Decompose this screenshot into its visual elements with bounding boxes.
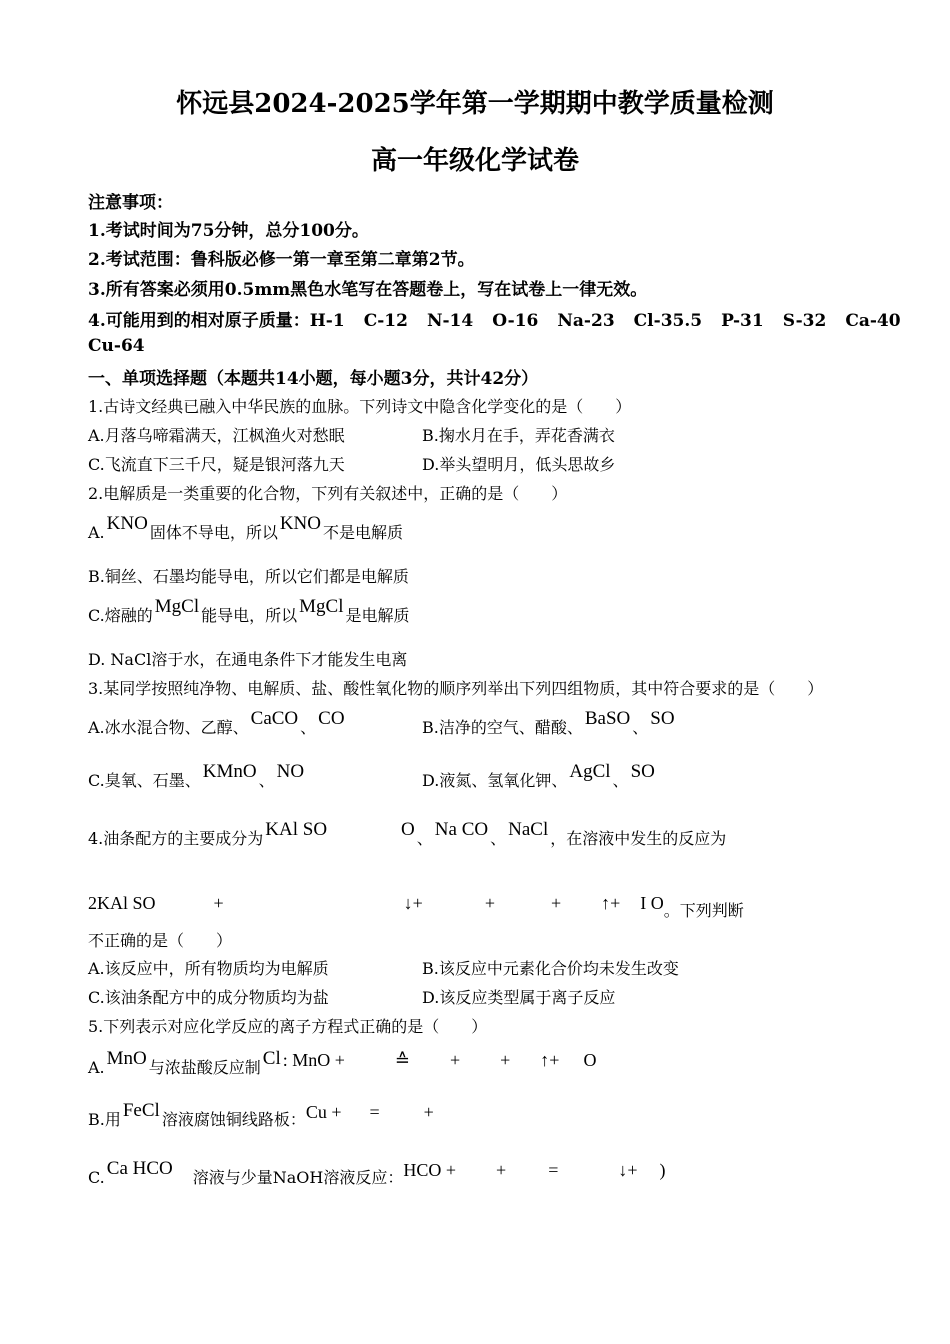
- atomic-mass-item: Ca-40: [845, 311, 901, 331]
- formula: KMnO: [202, 761, 257, 782]
- exam-subtitle: 高一年级化学试卷: [370, 146, 579, 176]
- q5-option-a: [88, 1048, 597, 1079]
- q2-c-text-end: 是电解质: [345, 606, 410, 625]
- formula: MgCl: [299, 596, 344, 617]
- formula: KNO: [106, 513, 148, 534]
- formula: Cu +: [305, 1102, 342, 1122]
- operator: ↑+: [540, 1050, 560, 1070]
- q3-d-text: D.液氮、氢氧化钾、: [422, 771, 568, 790]
- atomic-mass-item: Cl-35.5: [633, 311, 703, 331]
- formula: 2KAl SO: [88, 893, 156, 913]
- q1-option-a: A.月落乌啼霜满天，江枫渔火对愁眠: [88, 426, 345, 445]
- q5-option-b: [88, 1100, 434, 1131]
- operator: ↓+: [618, 1160, 638, 1180]
- q3-option-d: [422, 761, 657, 792]
- q4-option-b: B.该反应中元素化合价均未发生改变: [422, 959, 679, 978]
- note-4-label: 4.可能用到的相对原子质量：: [88, 311, 310, 331]
- atomic-mass-item: C-12: [363, 311, 408, 331]
- q4-option-c: C.该油条配方中的成分物质均为盐: [88, 988, 329, 1007]
- note-4: [88, 306, 901, 331]
- formula: MnO: [106, 1048, 147, 1069]
- q2-stem: 2.电解质是一类重要的化合物，下列有关叙述中，正确的是（ ）: [88, 484, 568, 503]
- formula: NO: [276, 761, 305, 782]
- formula: O: [401, 819, 415, 840]
- formula: KAl SO: [265, 819, 328, 840]
- note-3: 3.所有答案必须用0.5mm黑色水笔写在答题卷上，写在试卷上一律无效。: [88, 280, 648, 300]
- separator: 、: [632, 718, 649, 737]
- operator: +: [423, 1102, 434, 1122]
- q3-c-text: C.臭氧、石墨、: [88, 771, 201, 790]
- q3-stem: 3.某同学按照纯净物、电解质、盐、酸性氧化物的顺序列举出下列四组物质，其中符合要求的是（ ）: [88, 679, 824, 698]
- q1-option-d: D.举头望明月，低头思故乡: [422, 455, 616, 474]
- formula: Ca HCO: [106, 1158, 173, 1179]
- q5-c-text: 溶液与少量NaOH溶液反应：: [192, 1168, 404, 1187]
- q2-a-text: 固体不导电，所以: [149, 523, 278, 542]
- note-2: 2.考试范围：鲁科版必修一第一章至第二章第2节。: [88, 250, 475, 270]
- q5-b-text: 溶液腐蚀铜线路板：: [161, 1110, 306, 1129]
- q1-option-c: C.飞流直下三千尺，疑是银河落九天: [88, 455, 345, 474]
- q2-option-c: [88, 596, 410, 627]
- q2-a-text-end: 不是电解质: [323, 523, 404, 542]
- formula: SO: [630, 761, 655, 782]
- q4-stem: [88, 819, 727, 850]
- q2-option-d: D. NaCl溶于水，在通电条件下才能发生电离: [88, 650, 408, 669]
- q4-stem-2: 不正确的是（ ）: [88, 931, 233, 950]
- operator: =: [369, 1102, 380, 1122]
- formula: FeCl: [122, 1100, 160, 1121]
- q5-a-label: A.: [88, 1058, 105, 1077]
- formula: MgCl: [154, 596, 200, 617]
- q1-stem: 1.古诗文经典已融入中华民族的血脉。下列诗文中隐含化学变化的是（ ）: [88, 397, 632, 416]
- notes-heading: 注意事项：: [88, 193, 173, 213]
- formula: I O: [640, 893, 664, 913]
- atomic-mass-item: H-1: [309, 311, 345, 331]
- q5-option-c: [88, 1158, 666, 1189]
- section-heading: 一、单项选择题（本题共14小题，每小题3分，共计42分）: [88, 369, 539, 389]
- formula: KNO: [279, 513, 321, 534]
- operator: ↑+: [601, 893, 621, 913]
- separator: 、: [490, 829, 507, 848]
- formula: Cl: [262, 1048, 281, 1069]
- formula: CaCO: [250, 708, 299, 729]
- q3-option-a: [88, 708, 347, 739]
- q1-option-b: B.掬水月在手，弄花香满衣: [422, 426, 615, 445]
- operator: +: [496, 1160, 507, 1180]
- separator: 、: [258, 771, 275, 790]
- q5-c-label: C.: [88, 1168, 105, 1187]
- formula: : MnO +: [282, 1050, 345, 1070]
- formula: ): [659, 1160, 666, 1180]
- separator: 、: [300, 718, 317, 737]
- formula: O: [583, 1050, 597, 1070]
- atomic-mass-item: N-14: [426, 311, 474, 331]
- atomic-mass-item: P-31: [721, 311, 764, 331]
- q3-a-text: A.冰水混合物、乙醇、: [88, 718, 249, 737]
- q2-option-a: [88, 513, 404, 544]
- q3-option-b: [422, 708, 677, 739]
- operator: +: [213, 893, 224, 913]
- operator: +: [449, 1050, 461, 1070]
- operator: +: [484, 893, 495, 913]
- operator: ↓+: [403, 893, 423, 913]
- formula: HCO +: [403, 1160, 457, 1180]
- note-4-continued: Cu-64: [88, 336, 145, 356]
- atomic-mass-item: Na-23: [557, 311, 615, 331]
- q4-equation-text: 。下列判断: [663, 901, 744, 920]
- q2-c-text: 能导电，所以: [201, 606, 298, 625]
- q2-a-label: A.: [88, 523, 105, 542]
- operator: +: [550, 893, 562, 913]
- exam-title: 怀远县2024-2025学年第一学期期中教学质量检测: [176, 89, 774, 119]
- formula: AgCl: [569, 761, 611, 782]
- q4-stem-text: 4.油条配方的主要成分为: [88, 829, 264, 848]
- q4-stem-text-end: ，在溶液中发生的反应为: [550, 829, 727, 848]
- formula: BaSO: [584, 708, 631, 729]
- operator: +: [500, 1050, 511, 1070]
- operator: =: [548, 1160, 559, 1180]
- atomic-mass-item: S-32: [782, 311, 827, 331]
- q5-b-label: B.用: [88, 1110, 121, 1129]
- atomic-mass-item: O-16: [492, 311, 539, 331]
- q5-stem: 5.下列表示对应化学反应的离子方程式正确的是（ ）: [88, 1017, 488, 1036]
- q2-c-label: C.熔融的: [88, 606, 153, 625]
- q3-b-text: B.洁净的空气、醋酸、: [422, 718, 583, 737]
- separator: 、: [416, 829, 433, 848]
- q4-equation: [88, 893, 744, 921]
- formula: NaCl: [508, 819, 549, 840]
- q4-option-d: D.该反应类型属于离子反应: [422, 988, 616, 1007]
- separator: 、: [612, 771, 629, 790]
- q5-a-text: 与浓盐酸反应制: [148, 1058, 261, 1077]
- formula: Na CO: [434, 819, 489, 840]
- formula: SO: [650, 708, 675, 729]
- operator: ≙: [394, 1050, 410, 1070]
- q4-option-a: A.该反应中，所有物质均为电解质: [88, 959, 329, 978]
- q3-option-c: [88, 761, 306, 792]
- atomic-mass-list: [310, 311, 901, 331]
- formula: CO: [318, 708, 345, 729]
- q2-option-b: B.铜丝、石墨均能导电，所以它们都是电解质: [88, 567, 409, 586]
- note-1: 1.考试时间为75分钟，总分100分。: [88, 221, 369, 241]
